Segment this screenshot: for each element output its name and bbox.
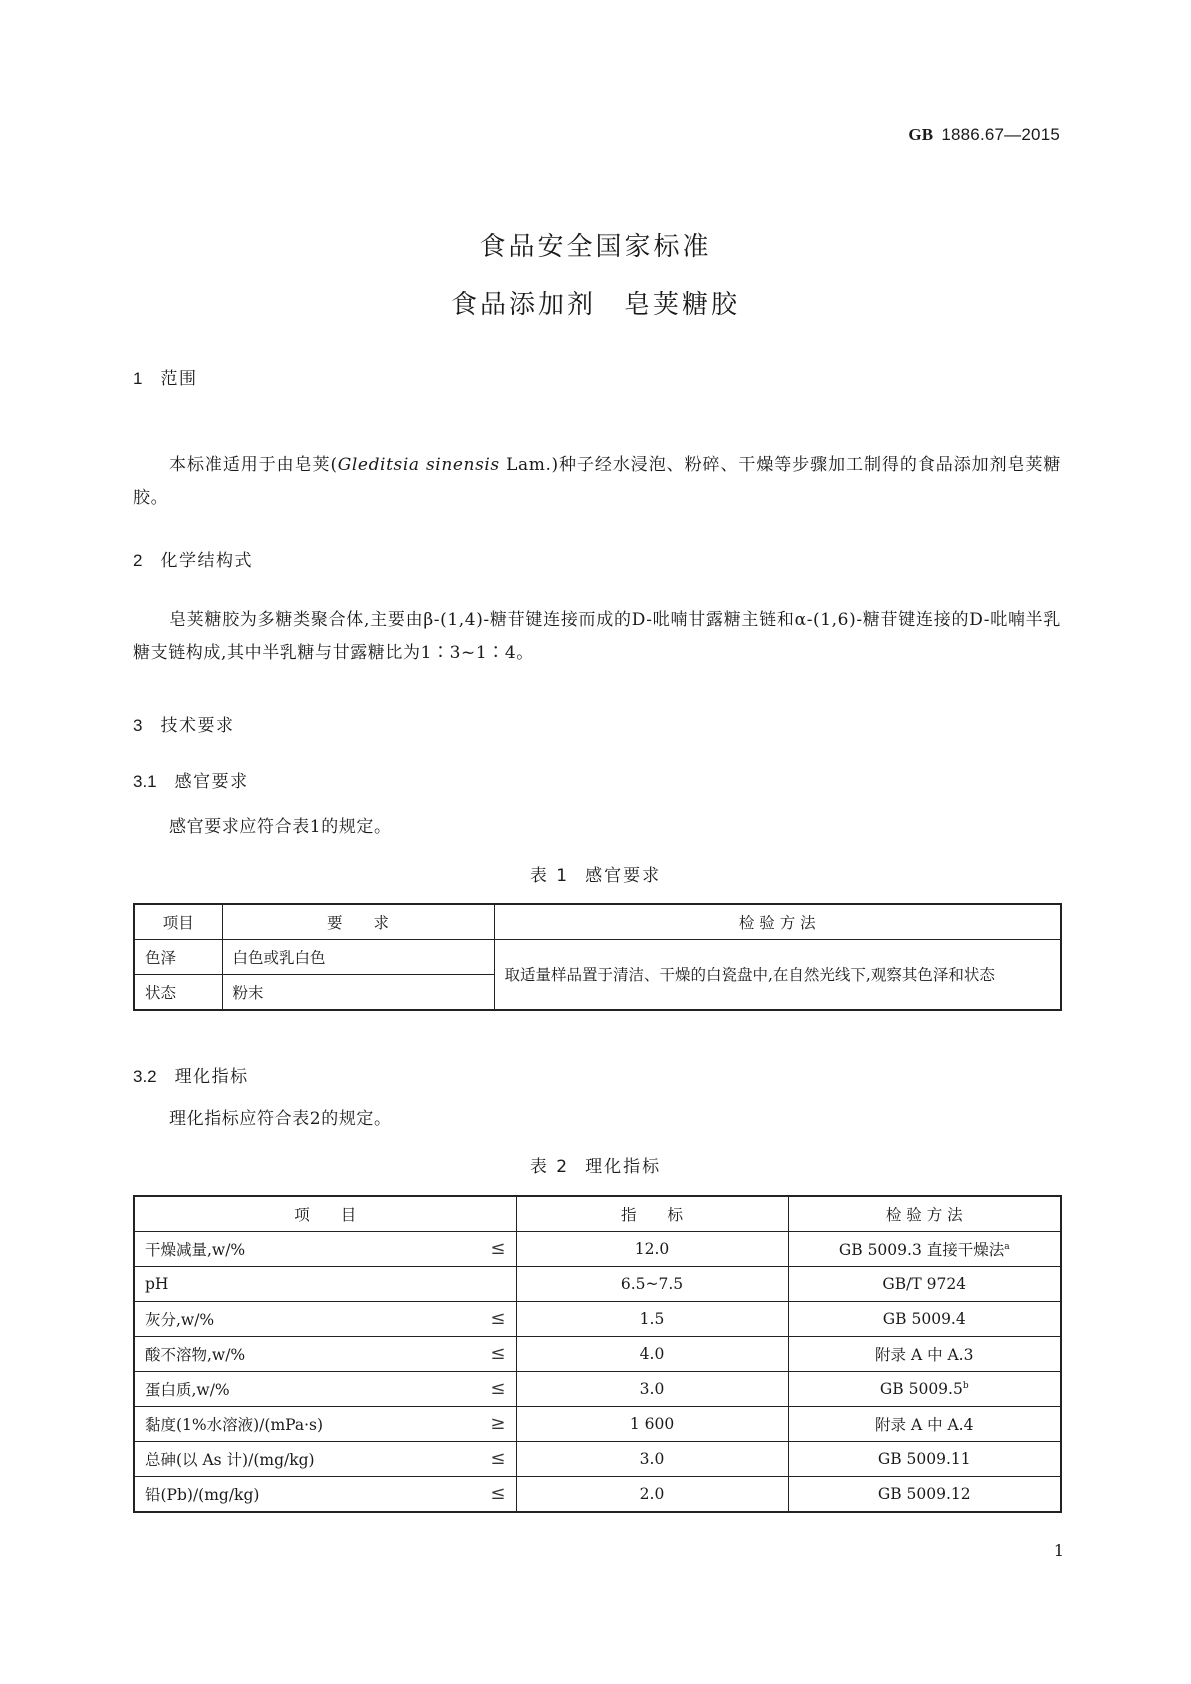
method-cell: [788, 1337, 1061, 1372]
method-cell: 取适量样品置于清洁、干燥的白瓷盘中,在自然光线下,观察其色泽和状态: [494, 940, 1061, 1011]
comparison-symbol: ≤: [490, 1238, 506, 1259]
item-label: 铅(Pb)/(mg/kg): [145, 1486, 260, 1504]
header-cell: 检 验 方 法: [494, 904, 1061, 940]
table-row: [134, 1267, 1061, 1302]
section-number: 3.1: [133, 772, 157, 791]
method-text: GB 5009.11: [877, 1450, 971, 1468]
table-row: [134, 1302, 1061, 1337]
method-text: 附录 A 中 A.3: [875, 1346, 974, 1364]
item-label: 蛋白质,w/%: [145, 1381, 230, 1399]
page-number: 1: [1053, 1541, 1064, 1560]
method-cell: [788, 1267, 1061, 1302]
section-title: 化学结构式: [160, 551, 253, 571]
comparison-symbol: ≤: [490, 1448, 506, 1469]
caption-title: 理化指标: [585, 1157, 662, 1177]
section-number: 3.2: [133, 1067, 157, 1086]
standard-prefix: GB: [908, 125, 934, 144]
item-cell: [134, 1302, 516, 1337]
section-number: 3: [133, 716, 143, 735]
method-text: GB 5009.4: [882, 1310, 966, 1328]
method-cell: [788, 1442, 1061, 1477]
comparison-symbol: ≤: [490, 1343, 506, 1364]
section-title: 理化指标: [174, 1067, 249, 1087]
table-row: [134, 1232, 1061, 1267]
section-heading-3-2: [133, 1062, 249, 1087]
section-heading-2: [133, 546, 253, 571]
comparison-symbol: ≤: [490, 1308, 506, 1329]
section-title: 技术要求: [160, 716, 235, 736]
scope-paragraph: [133, 449, 1061, 515]
section-number: 1: [133, 369, 143, 388]
method-cell: [788, 1372, 1061, 1407]
item-label: 总砷(以 As 计)/(mg/kg): [145, 1451, 315, 1469]
caption-number: 表 2: [529, 1157, 570, 1177]
section-number: 2: [133, 551, 143, 570]
text-run: Lam.)种子经水浸泡、粉碎、干燥等步骤加工制得的食品添加剂皂荚糖胶。: [133, 455, 1061, 508]
value-cell: 3.0: [516, 1442, 788, 1477]
table-row: [134, 1442, 1061, 1477]
structure-paragraph: 皂荚糖胶为多糖类聚合体,主要由β-(1,4)-糖苷键连接而成的D-吡喃甘露糖主链和α-(1,6)-糖苷键连接的D-吡喃半乳糖支链构成,其中半乳糖与甘露糖比为1∶3~1∶4。: [133, 610, 1061, 663]
footnote-marker: b: [962, 1381, 969, 1391]
table1-caption: [0, 861, 1191, 886]
document-subtitle: [0, 284, 1191, 321]
latin-name: Gleditsia sinensis: [337, 455, 500, 475]
item-cell: [134, 1232, 516, 1267]
table2-caption: [0, 1152, 1191, 1177]
header-cell: 项 目: [134, 1196, 516, 1232]
section-title: 范围: [160, 369, 198, 389]
item-cell: [134, 1337, 516, 1372]
table-row: [134, 1477, 1061, 1513]
section-heading-3: [133, 711, 234, 736]
method-text: GB/T 9724: [882, 1275, 967, 1293]
value-cell: 1.5: [516, 1302, 788, 1337]
document-title: 食品安全国家标准: [479, 232, 712, 262]
item-label: 干燥减量,w/%: [145, 1241, 246, 1259]
sensory-paragraph: 感官要求应符合表1的规定。: [169, 817, 392, 837]
method-text: GB 5009.5: [879, 1380, 963, 1398]
table-header-row: [134, 1196, 1061, 1232]
table-row: [134, 940, 1061, 975]
comparison-symbol: ≤: [490, 1483, 506, 1504]
item-label: pH: [145, 1275, 169, 1293]
item-cell: [134, 1372, 516, 1407]
method-cell: [788, 1232, 1061, 1267]
sensory-table: [133, 903, 1062, 1011]
item-label: 灰分,w/%: [145, 1311, 215, 1329]
item-cell: [134, 1407, 516, 1442]
value-cell: 6.5~7.5: [516, 1267, 788, 1302]
footnote-marker: a: [1004, 1242, 1010, 1252]
standard-code: [908, 125, 1060, 145]
item-cell: 状态: [134, 975, 222, 1011]
header-cell: 指 标: [516, 1196, 788, 1232]
item-cell: [134, 1477, 516, 1513]
value-cell: 4.0: [516, 1337, 788, 1372]
text-run: 本标准适用于由皂荚(: [169, 455, 338, 475]
physchem-paragraph: 理化指标应符合表2的规定。: [169, 1109, 392, 1129]
value-cell: 12.0: [516, 1232, 788, 1267]
subtitle-product: 皂荚糖胶: [624, 290, 741, 320]
header-cell: 检 验 方 法: [788, 1196, 1061, 1232]
value-cell: 3.0: [516, 1372, 788, 1407]
table-header-row: [134, 904, 1061, 940]
header-cell: 要 求: [222, 904, 494, 940]
caption-number: 表 1: [529, 866, 570, 886]
standard-number: 1886.67—2015: [941, 125, 1060, 144]
header-cell: 项目: [134, 904, 222, 940]
method-cell: [788, 1407, 1061, 1442]
item-cell: 色泽: [134, 940, 222, 975]
section-title: 感官要求: [174, 772, 249, 792]
method-text: 附录 A 中 A.4: [875, 1416, 974, 1434]
table-row: [134, 1337, 1061, 1372]
comparison-symbol: ≥: [490, 1413, 506, 1434]
physchem-table: [133, 1195, 1062, 1513]
caption-title: 感官要求: [585, 866, 662, 886]
section-heading-3-1: [133, 767, 249, 792]
method-text: GB 5009.3 直接干燥法: [838, 1241, 1005, 1259]
value-cell: 2.0: [516, 1477, 788, 1513]
subtitle-category: 食品添加剂: [450, 290, 596, 320]
item-cell: [134, 1442, 516, 1477]
method-text: GB 5009.12: [877, 1485, 971, 1503]
item-cell: [134, 1267, 516, 1302]
table-row: [134, 1372, 1061, 1407]
table-row: [134, 1407, 1061, 1442]
requirement-cell: 粉末: [222, 975, 494, 1011]
value-cell: 1 600: [516, 1407, 788, 1442]
method-cell: [788, 1302, 1061, 1337]
item-label: 黏度(1%水溶液)/(mPa·s): [145, 1416, 324, 1434]
comparison-symbol: ≤: [490, 1378, 506, 1399]
method-cell: [788, 1477, 1061, 1513]
section-heading-1: [133, 364, 197, 389]
requirement-cell: 白色或乳白色: [222, 940, 494, 975]
item-label: 酸不溶物,w/%: [145, 1346, 246, 1364]
